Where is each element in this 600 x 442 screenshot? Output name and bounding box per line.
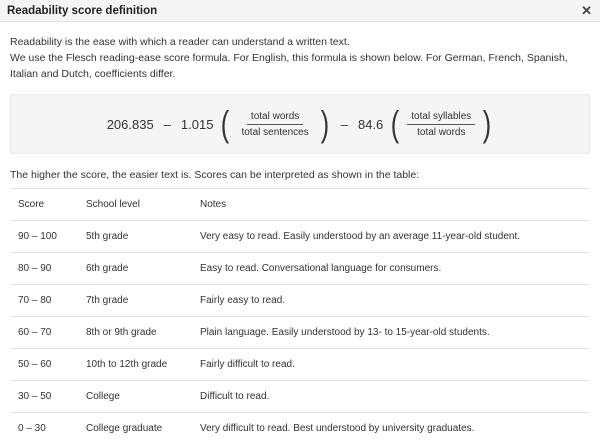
cell-notes: Very easy to read. Easily understood by an average 11-year-old student. (192, 221, 590, 253)
formula-minus-2: – (340, 116, 348, 132)
paren-close-1: ) (320, 103, 329, 144)
close-icon[interactable]: ✕ (581, 3, 592, 18)
formula-box (10, 94, 590, 154)
cell-score: 70 – 80 (10, 285, 78, 317)
intro-line-1: Readability is the ease with which a reader can understand a written text. (10, 36, 350, 48)
fraction-1-denominator: total sentences (241, 126, 309, 138)
dialog-content (0, 22, 600, 442)
header-score: Score (10, 189, 78, 221)
fraction-syllables-words (407, 111, 475, 138)
table-row (10, 253, 590, 285)
cell-score: 90 – 100 (10, 221, 78, 253)
cell-school-level: 6th grade (78, 253, 192, 285)
cell-score: 60 – 70 (10, 317, 78, 349)
cell-notes: Difficult to read. (192, 381, 590, 413)
cell-school-level: College (78, 381, 192, 413)
table-row (10, 381, 590, 413)
table-row (10, 221, 590, 253)
cell-score: 30 – 50 (10, 381, 78, 413)
fraction-2-denominator: total words (417, 126, 466, 138)
cell-notes: Very difficult to read. Best understood by university graduates. (192, 413, 590, 442)
paren-open-2: ( (391, 103, 400, 144)
formula-minus-1: – (163, 116, 171, 132)
score-table (10, 188, 590, 442)
table-row (10, 285, 590, 317)
cell-school-level: 5th grade (78, 221, 192, 253)
cell-school-level: 8th or 9th grade (78, 317, 192, 349)
intro-text (10, 34, 590, 82)
dialog-header (0, 0, 600, 22)
cell-notes: Fairly easy to read. (192, 285, 590, 317)
intro-line-2: We use the Flesch reading-ease score formula. For English, this formula is shown below. For German, French, Spanish, Italian and Dutch, coefficients differ. (10, 52, 568, 80)
cell-school-level: College graduate (78, 413, 192, 442)
fraction-words-sentences (237, 111, 312, 138)
dialog-title: Readability score definition (7, 4, 158, 17)
cell-score: 50 – 60 (10, 349, 78, 381)
header-school-level: School level (78, 189, 192, 221)
table-header-row (10, 189, 590, 221)
fraction-2-numerator: total syllables (407, 111, 475, 125)
cell-notes: Easy to read. Conversational language for consumers. (192, 253, 590, 285)
header-notes: Notes (192, 189, 590, 221)
table-row (10, 349, 590, 381)
table-row (10, 317, 590, 349)
table-row (10, 413, 590, 442)
paren-close-2: ) (483, 103, 492, 144)
fraction-1-numerator: total words (247, 111, 303, 125)
cell-school-level: 7th grade (78, 285, 192, 317)
table-intro: The higher the score, the easier text is. Scores can be interpreted as shown in the table: (10, 169, 420, 181)
cell-notes: Fairly difficult to read. (192, 349, 590, 381)
cell-score: 80 – 90 (10, 253, 78, 285)
formula-coefficient-1: 1.015 (180, 116, 214, 132)
cell-notes: Plain language. Easily understood by 13- to 15-year-old students. (192, 317, 590, 349)
cell-school-level: 10th to 12th grade (78, 349, 192, 381)
paren-open-1: ( (221, 103, 230, 144)
formula-constant: 206.835 (106, 116, 154, 132)
cell-score: 0 – 30 (10, 413, 78, 442)
formula-coefficient-2: 84.6 (357, 116, 384, 132)
